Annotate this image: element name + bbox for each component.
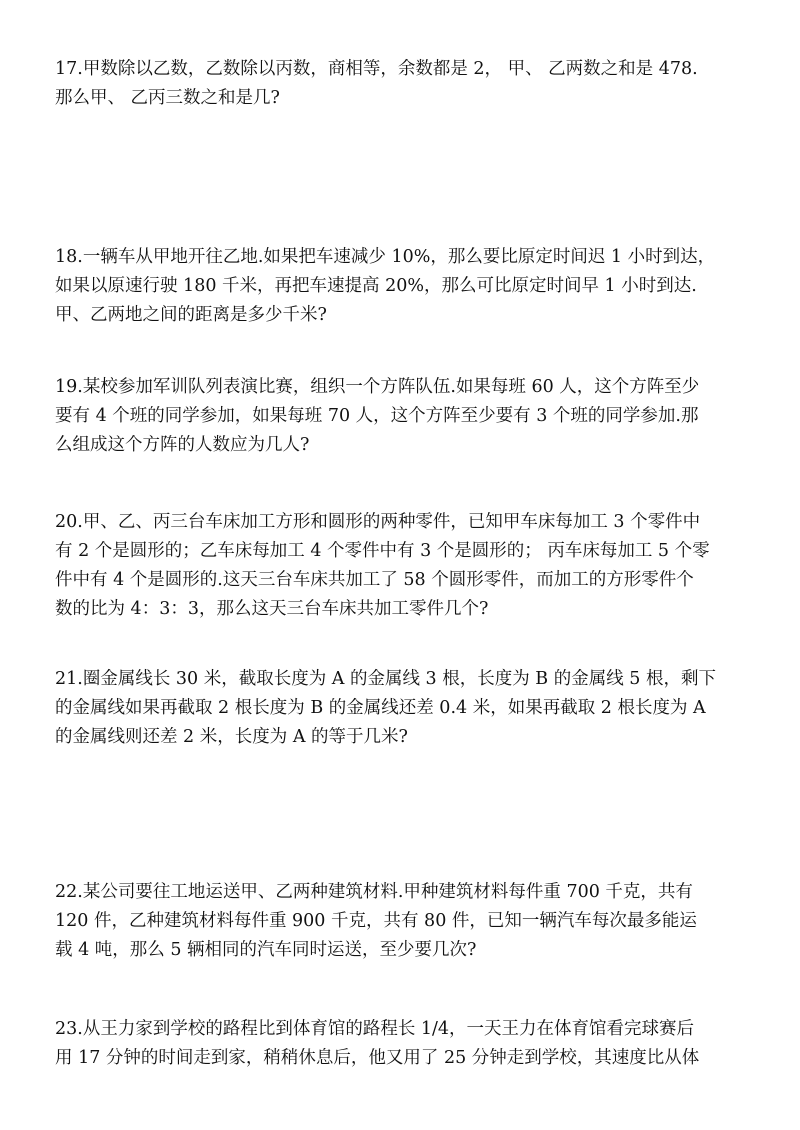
- problem-22: [55, 878, 755, 965]
- problem-line: 要有 4 个班的同学参加，如果每班 70 人，这个方阵至少要有 3 个班的同学参加.那: [55, 406, 699, 426]
- problem-21: [55, 665, 755, 752]
- problem-line: 17.甲数除以乙数，乙数除以丙数，商相等，余数都是 2， 甲、 乙两数之和是 478.: [55, 59, 698, 79]
- problem-line: 120 件，乙种建筑材料每件重 900 千克，共有 80 件，已知一辆汽车每次最多能运: [55, 911, 697, 931]
- problem-line: 21.圈金属线长 30 米，截取长度为 A 的金属线 3 根，长度为 B 的金属线 5 根，剩下: [55, 669, 716, 689]
- problem-line: 22.某公司要往工地运送甲、乙两种建筑材料.甲种建筑材料每件重 700 千克，共有: [55, 882, 693, 902]
- problem-line: 如果以原速行驶 180 千米，再把车速提高 20%，那么可比原定时间早 1 小时到达.: [55, 276, 697, 296]
- problem-line: 有 2 个是圆形的；乙车床每加工 4 个零件中有 3 个是圆形的； 丙车床每加工 5 个零: [55, 541, 710, 561]
- problem-line: 用 17 分钟的时间走到家，稍稍休息后，他又用了 25 分钟走到学校，其速度比从体: [55, 1048, 700, 1068]
- problem-line: 数的比为 4：3：3，那么这天三台车床共加工零件几个?: [55, 599, 489, 619]
- problem-line: 的金属线如果再截取 2 根长度为 B 的金属线还差 0.4 米，如果再截取 2 根长度为 A: [55, 698, 706, 718]
- problem-line: 20.甲、乙、丙三台车床加工方形和圆形的两种零件，已知甲车床每加工 3 个零件中: [55, 512, 701, 532]
- problem-line: 18.一辆车从甲地开往乙地.如果把车速减少 10%，那么要比原定时间迟 1 小时到达，: [55, 247, 716, 267]
- problem-17: [55, 55, 755, 113]
- problem-19: [55, 373, 755, 460]
- problem-line: 件中有 4 个是圆形的.这天三台车床共加工了 58 个圆形零件，而加工的方形零件个: [55, 570, 694, 590]
- problem-line: 么组成这个方阵的人数应为几人?: [55, 435, 310, 455]
- problem-line: 那么甲、 乙丙三数之和是几?: [55, 88, 280, 108]
- problem-line: 19.某校参加军训队列表演比赛，组织一个方阵队伍.如果每班 60 人，这个方阵至少: [55, 377, 700, 397]
- problem-line: 23.从王力家到学校的路程比到体育馆的路程长 1/4，一天王力在体育馆看完球赛后: [55, 1019, 695, 1039]
- problem-line: 载 4 吨，那么 5 辆相同的汽车同时运送，至少要几次?: [55, 940, 477, 960]
- problem-line: 的金属线则还差 2 米，长度为 A 的等于几米?: [55, 727, 408, 747]
- problem-18: [55, 243, 755, 330]
- problem-23: [55, 1015, 755, 1073]
- problem-line: 甲、乙两地之间的距离是多少千米?: [55, 305, 327, 325]
- problem-20: [55, 508, 755, 624]
